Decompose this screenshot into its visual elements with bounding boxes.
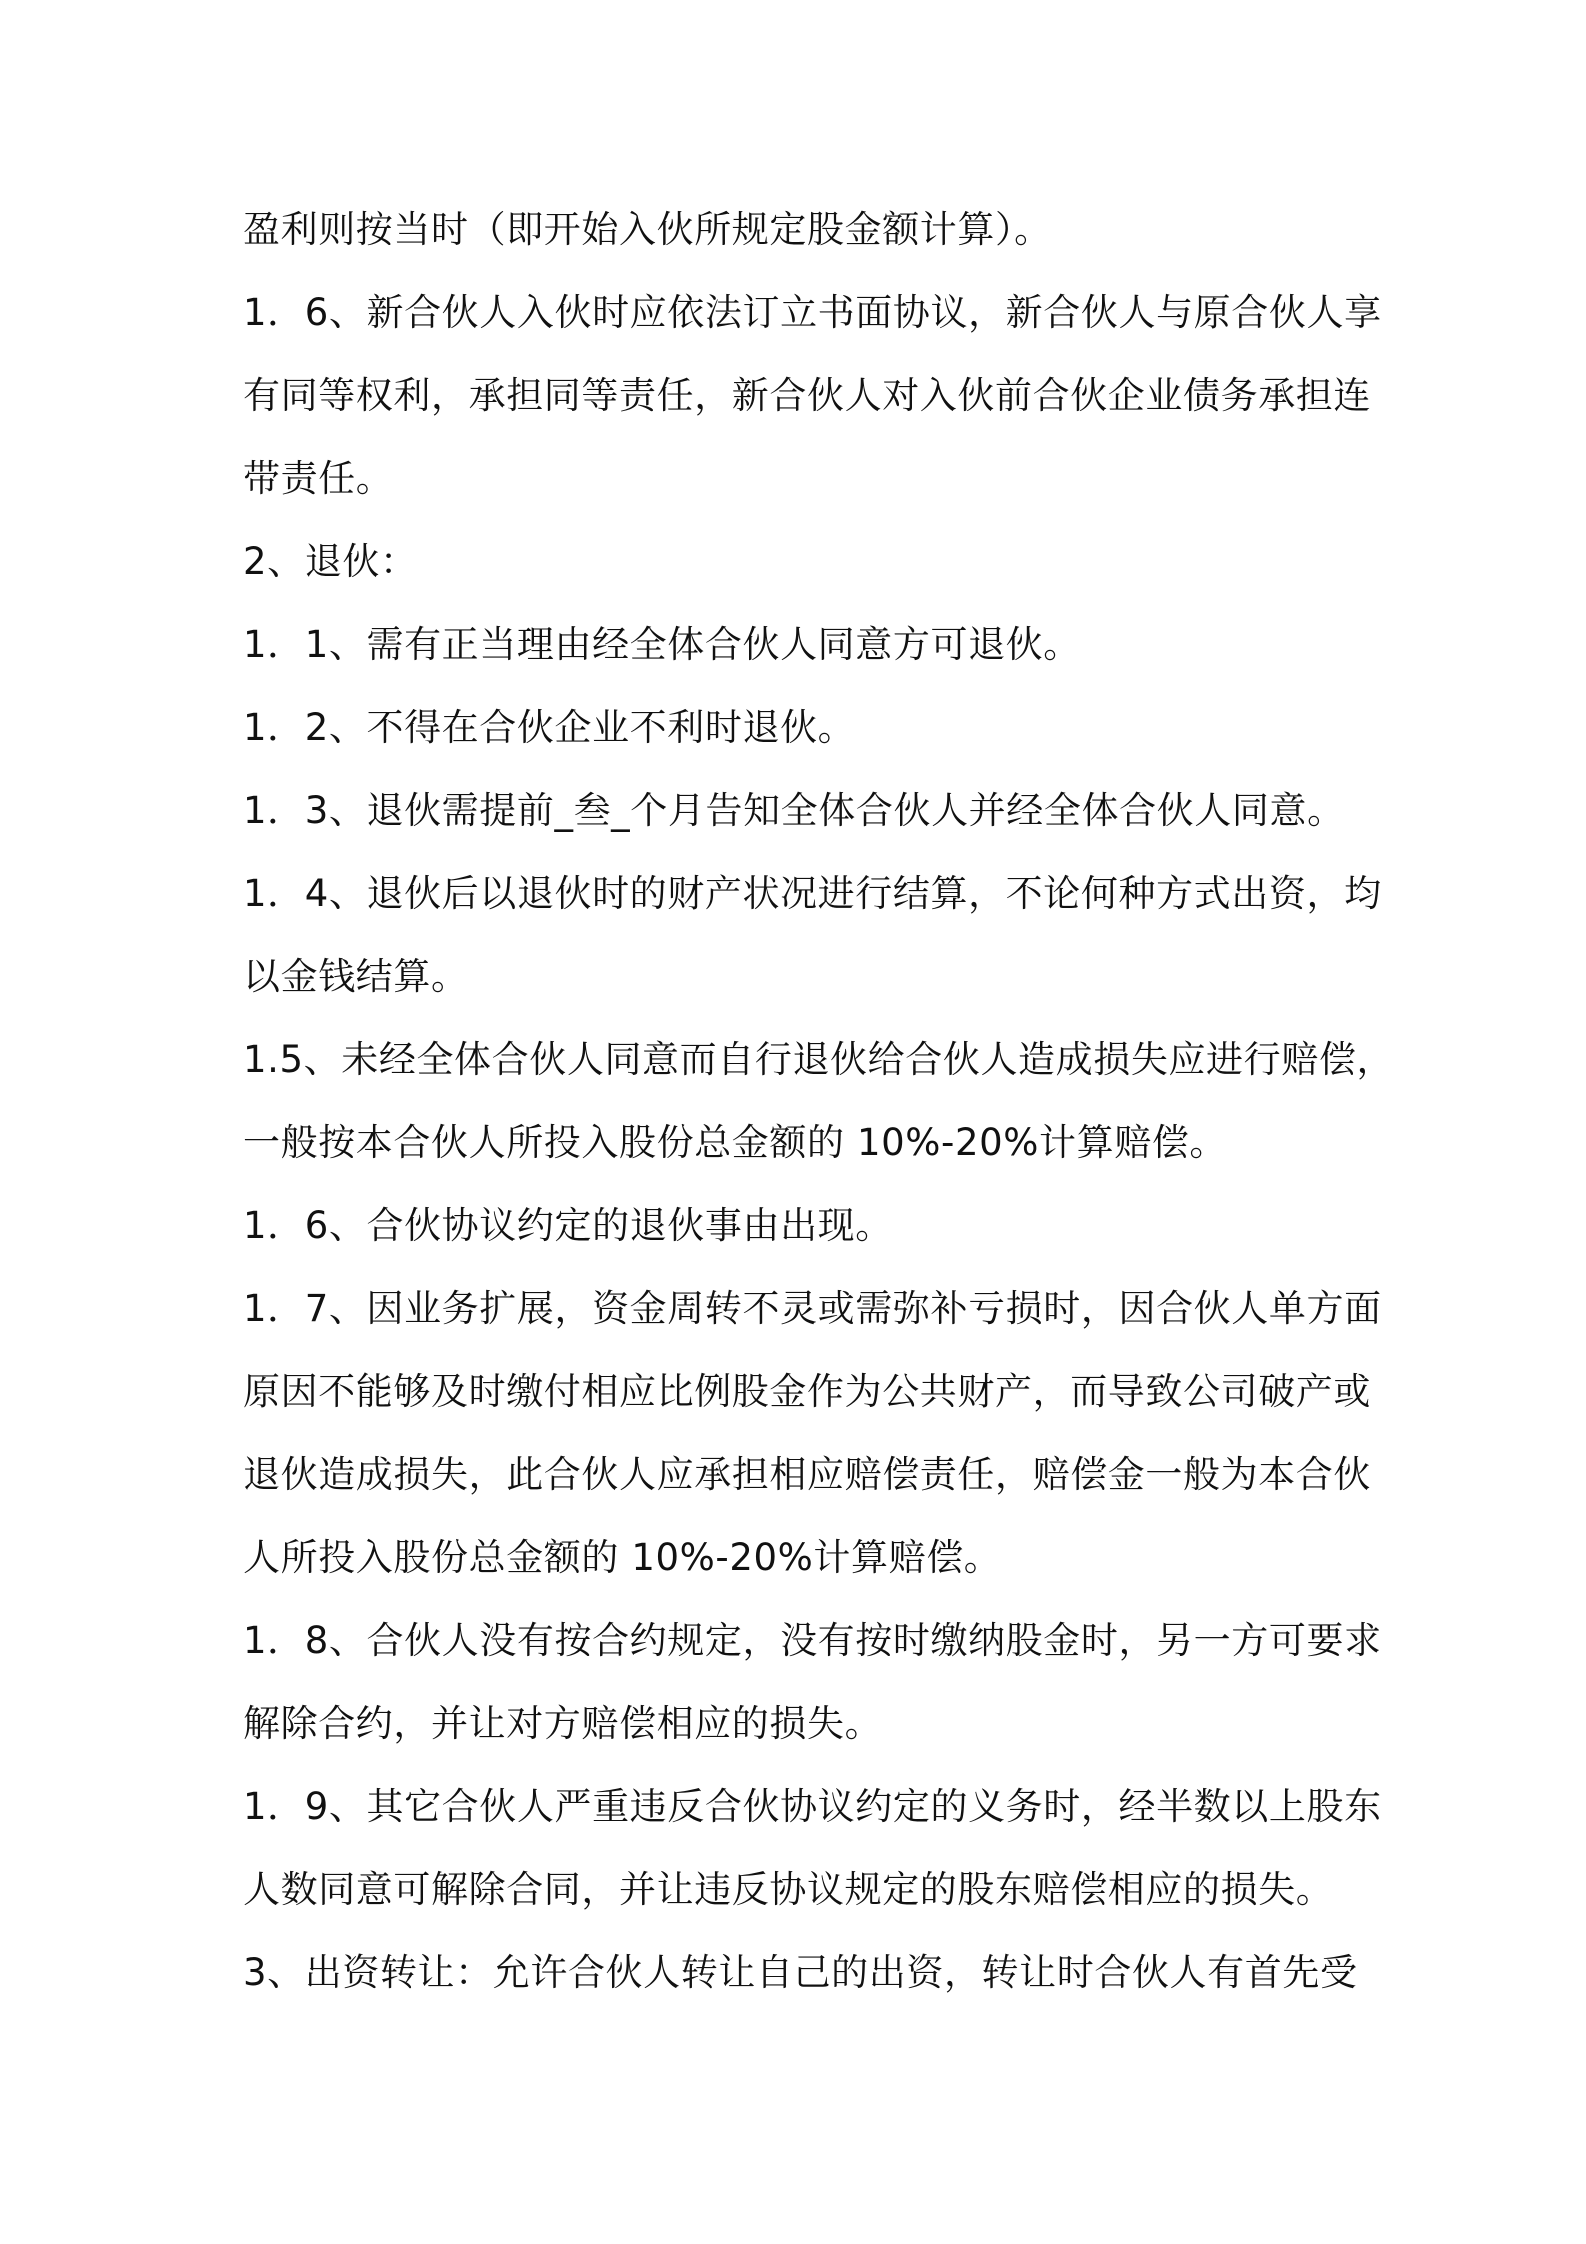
text-line: 1．6、新合伙人入伙时应依法订立书面协议，新合伙人与原合伙人享 xyxy=(243,291,1382,334)
text-line: 退伙造成损失，此合伙人应承担相应赔偿责任，赔偿金一般为本合伙 xyxy=(243,1453,1371,1496)
text-line: 原因不能够及时缴付相应比例股金作为公共财产，而导致公司破产或 xyxy=(243,1370,1371,1413)
text-line: 1．9、其它合伙人严重违反合伙协议约定的义务时，经半数以上股东 xyxy=(243,1785,1382,1828)
text-line: 带责任。 xyxy=(243,457,394,500)
text-line: 人数同意可解除合同，并让违反协议规定的股东赔偿相应的损失。 xyxy=(243,1868,1334,1911)
document-body xyxy=(243,188,1395,2014)
text-line: 有同等权利，承担同等责任，新合伙人对入伙前合伙企业债务承担连 xyxy=(243,374,1371,417)
text-line: 以金钱结算。 xyxy=(243,955,469,998)
text-line: 1．7、因业务扩展，资金周转不灵或需弥补亏损时，因合伙人单方面 xyxy=(243,1287,1382,1330)
text-line: 1．4、退伙后以退伙时的财产状况进行结算，不论何种方式出资，均 xyxy=(243,872,1382,915)
section-heading: 2、退伙： xyxy=(243,540,418,583)
text-line: 盈利则按当时（即开始入伙所规定股金额计算）。 xyxy=(243,208,1052,251)
text-line: 1．3、退伙需提前_叁_个月告知全体合伙人并经全体合伙人同意。 xyxy=(243,789,1345,832)
section-heading: 3、出资转让：允许合伙人转让自己的出资，转让时合伙人有首先受 xyxy=(243,1951,1358,1994)
text-line: 1．2、不得在合伙企业不利时退伙。 xyxy=(243,706,856,749)
text-line: 人所投入股份总金额的 10%-20%计算赔偿。 xyxy=(243,1536,1002,1579)
text-line: 一般按本合伙人所投入股份总金额的 10%-20%计算赔偿。 xyxy=(243,1121,1227,1164)
text-line: 1．1、需有正当理由经全体合伙人同意方可退伙。 xyxy=(243,623,1081,666)
text-line: 1．6、合伙协议约定的退伙事由出现。 xyxy=(243,1204,893,1247)
text-line: 解除合约，并让对方赔偿相应的损失。 xyxy=(243,1702,883,1745)
text-line: 1．8、合伙人没有按合约规定，没有按时缴纳股金时，另一方可要求 xyxy=(243,1619,1382,1662)
text-line: 1.5、未经全体合伙人同意而自行退伙给合伙人造成损失应进行赔偿， xyxy=(243,1038,1395,1081)
